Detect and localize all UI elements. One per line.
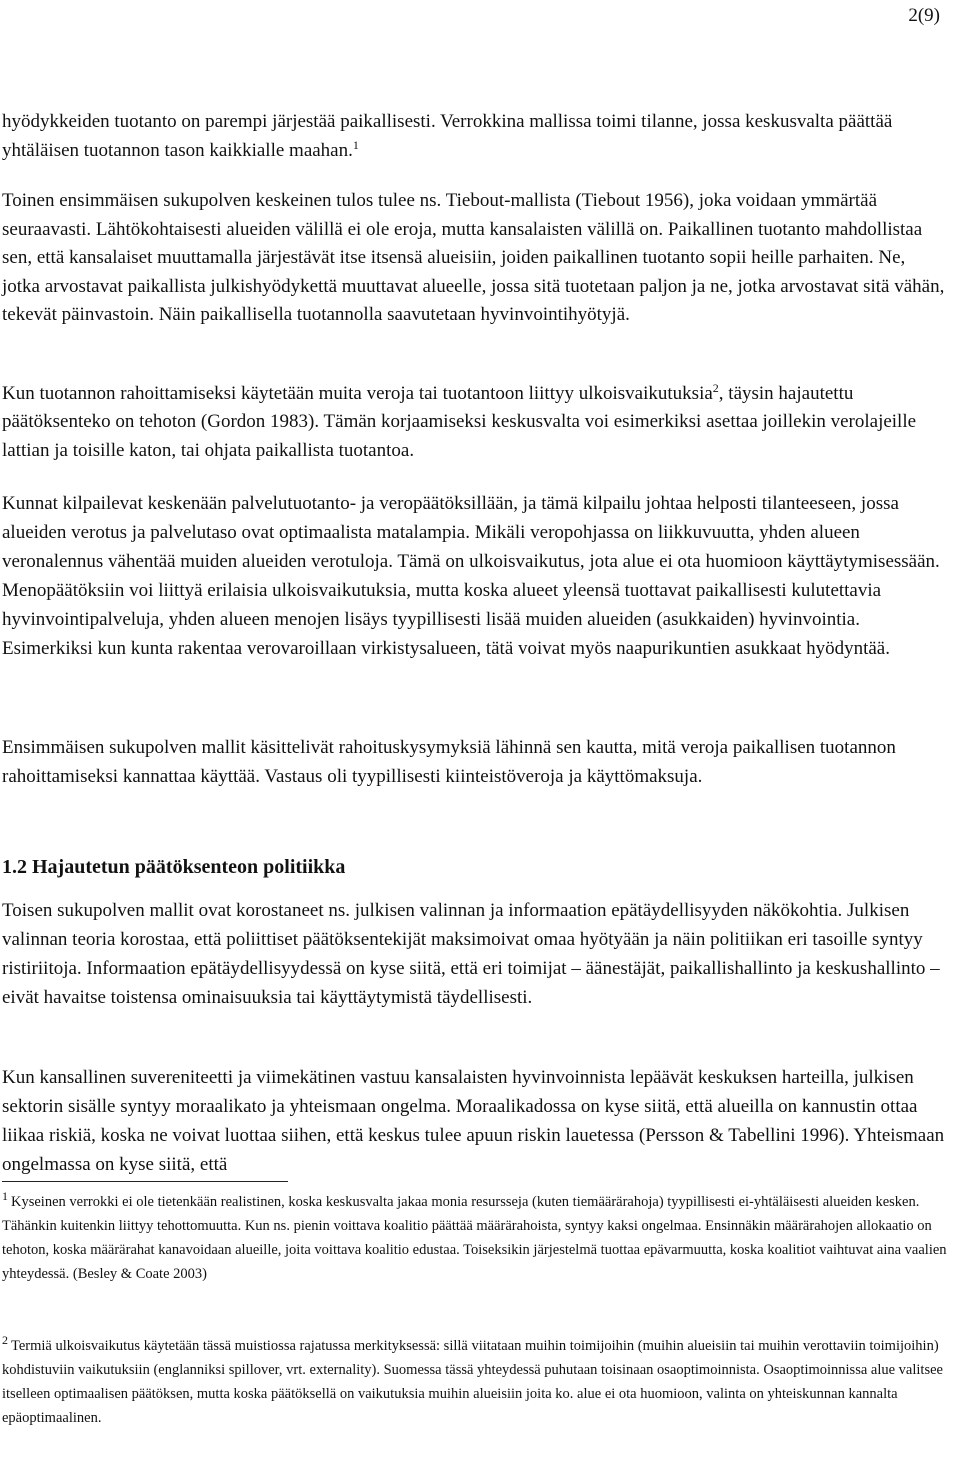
- footnote-ref-2: 2: [712, 381, 719, 395]
- paragraph-2: Toinen ensimmäisen sukupolven keskeinen tulos tulee ns. Tiebout-mallista (Tiebout 1956), joka voidaan ymmärtää seuraavasti. Lähtökohtaisesti alueiden välillä ei ole eroja, mutta kansalaisten välillä on. Paikallinen tuotanto mahdollistaa sen, että kansalaiset muuttamalla järjestävät itse itsensä alueisiin, joiden paikallinen tuotanto sopii heille parhaiten. Ne, jotka arvostavat paikallista julkishyödykettä muuttavat alueelle, jossa sitä tuotetaan paljon ja ne, jotka arvostavat sitä vähän, tekevät päinvastoin. Näin paikallisella tuotannolla saavutetaan hyvinvointihyötyjä.: [2, 190, 945, 326]
- section-heading: 1.2 Hajautetun päätöksenteon politiikka: [2, 856, 346, 878]
- footnote-2-mark: 2: [2, 1333, 8, 1347]
- paragraph-3: [2, 380, 947, 465]
- footnote-1-mark: 1: [2, 1189, 8, 1203]
- paragraph-5: Ensimmäisen sukupolven mallit käsittelivät rahoituskysymyksiä lähinnä sen kautta, mitä veroja paikallisen tuotannon rahoittamiseksi kannattaa käyttää. Vastaus oli tyypillisesti kiinteistöveroja ja käyttömaksuja.: [2, 737, 896, 787]
- paragraph-1-text: hyödykkeiden tuotanto on parempi järjestää paikallisesti. Verrokkina mallissa toimi tilanne, jossa keskusvalta päättää yhtäläisen tuotannon tason kaikkialle maahan.: [2, 111, 893, 161]
- paragraph-4: Kunnat kilpailevat keskenään palvelutuotanto- ja veropäätöksillään, ja tämä kilpailu johtaa helposti tilanteeseen, jossa alueiden verotus ja palvelutaso ovat optimaalista matalampia. Mikäli veropohjassa on liikkuvuutta, yhden alueen veronalennus vähentää muiden alueiden verotuloja. Tämä on ulkoisvaikutus, jota alue ei ota huomioon käyttäytymisessään. Menopäätöksiin voi liittyä erilaisia ulkoisvaikutuksia, mutta koska alueet yleensä tuottavat paikallisesti kulutettavia hyvinvointipalveluja, yhden alueen menojen lisäys tyypillisesti lisää muiden alueiden (asukkaiden) hyvinvointia. Esimerkiksi kun kunta rakentaa verovaroillaan virkistysalueen, tätä voivat myös naapurikuntien asukkaat hyödyntää.: [2, 493, 940, 659]
- paragraph-3-text-end: , täysin hajautettu päätöksenteko on tehoton (Gordon 1983). Tämän korjaamiseksi keskusvalta voi esimerkiksi asettaa joillekin verolajeille lattian ja toisille katon, tai ohjata paikallista tuotantoa.: [2, 383, 917, 461]
- footnote-2-text: Termiä ulkoisvaikutus käytetään tässä muistiossa rajatussa merkityksessä: sillä viitataan muihin toimijoihin (muihin alueisiin tai muihin verottaviin toimijoihin) kohdistuviin vaikutuksiin (englanniksi spillover, vrt. externality). Suomessa tässä yhteydessä puhutaan toisinaan osaoptimoinnista. Osaoptimoinnissa alue valitsee itselleen optimaalisen päätöksen, mutta koska päätöksellä on vaikutuksia muihin alueisiin joita ko. alue ei ota huomioon, valinta on yhteiskunnan kannalta epäoptimaalinen.: [2, 1338, 943, 1426]
- footnote-separator: [2, 1181, 288, 1182]
- footnote-2: [2, 1334, 954, 1430]
- paragraph-7: Kun kansallinen suvereniteetti ja viimekätinen vastuu kansalaisten hyvinvoinnista lepäävät keskuksen harteilla, julkisen sektorin sisälle syntyy moraalikato ja yhteismaan ongelma. Moraalikadossa on kyse siitä, että alueilla on kannustin ottaa liikaa riskiä, koska ne voivat luottaa siihen, että keskus tulee apuun riskin lauetessa (Persson & Tabellini 1996). Yhteismaan ongelmassa on kyse siitä, että: [2, 1067, 945, 1175]
- footnote-1-text: Kyseinen verrokki ei ole tietenkään realistinen, koska keskusvalta jakaa monia resursseja (kuten tiemäärärahoja) tyypillisesti ei-yhtäläisesti alueiden kesken. Tähänkin kuitenkin liittyy tehottomuutta. Kun ns. pienin voittava koalitio päättää määrärahoista, syntyy kaksi ongelmaa. Ensinnäkin määrärahojen allokaatio on tehoton, koska määrärahat kanavoidaan alueille, joita voittava koalitio edustaa. Toiseksikin järjestelmä tuottaa epävarmuutta, koska koalitiot vaihtuvat aina vaalien yhteydessä. (Besley & Coate 2003): [2, 1194, 947, 1282]
- paragraph-6: Toisen sukupolven mallit ovat korostaneet ns. julkisen valinnan ja informaation epätäydellisyyden näkökohtia. Julkisen valinnan teoria korostaa, että poliittiset päätöksentekijät maksimoivat omaa hyötyään ja näin politiikan eri tasoille syntyy ristiriitoja. Informaation epätäydellisyydessä on kyse siitä, että eri toimijat – äänestäjät, paikallishallinto ja keskushallinto – eivät havaitse toistensa ominaisuuksia tai käyttäytymistä täydellisesti.: [2, 900, 940, 1008]
- footnote-1: [2, 1190, 954, 1286]
- paragraph-1: [2, 107, 947, 165]
- paragraph-3-text-start: Kun tuotannon rahoittamiseksi käytetään muita veroja tai tuotantoon liittyy ulkoisvaikutuksia: [2, 383, 713, 404]
- footnote-ref-1: 1: [352, 138, 359, 152]
- page-number: 2(9): [908, 5, 940, 26]
